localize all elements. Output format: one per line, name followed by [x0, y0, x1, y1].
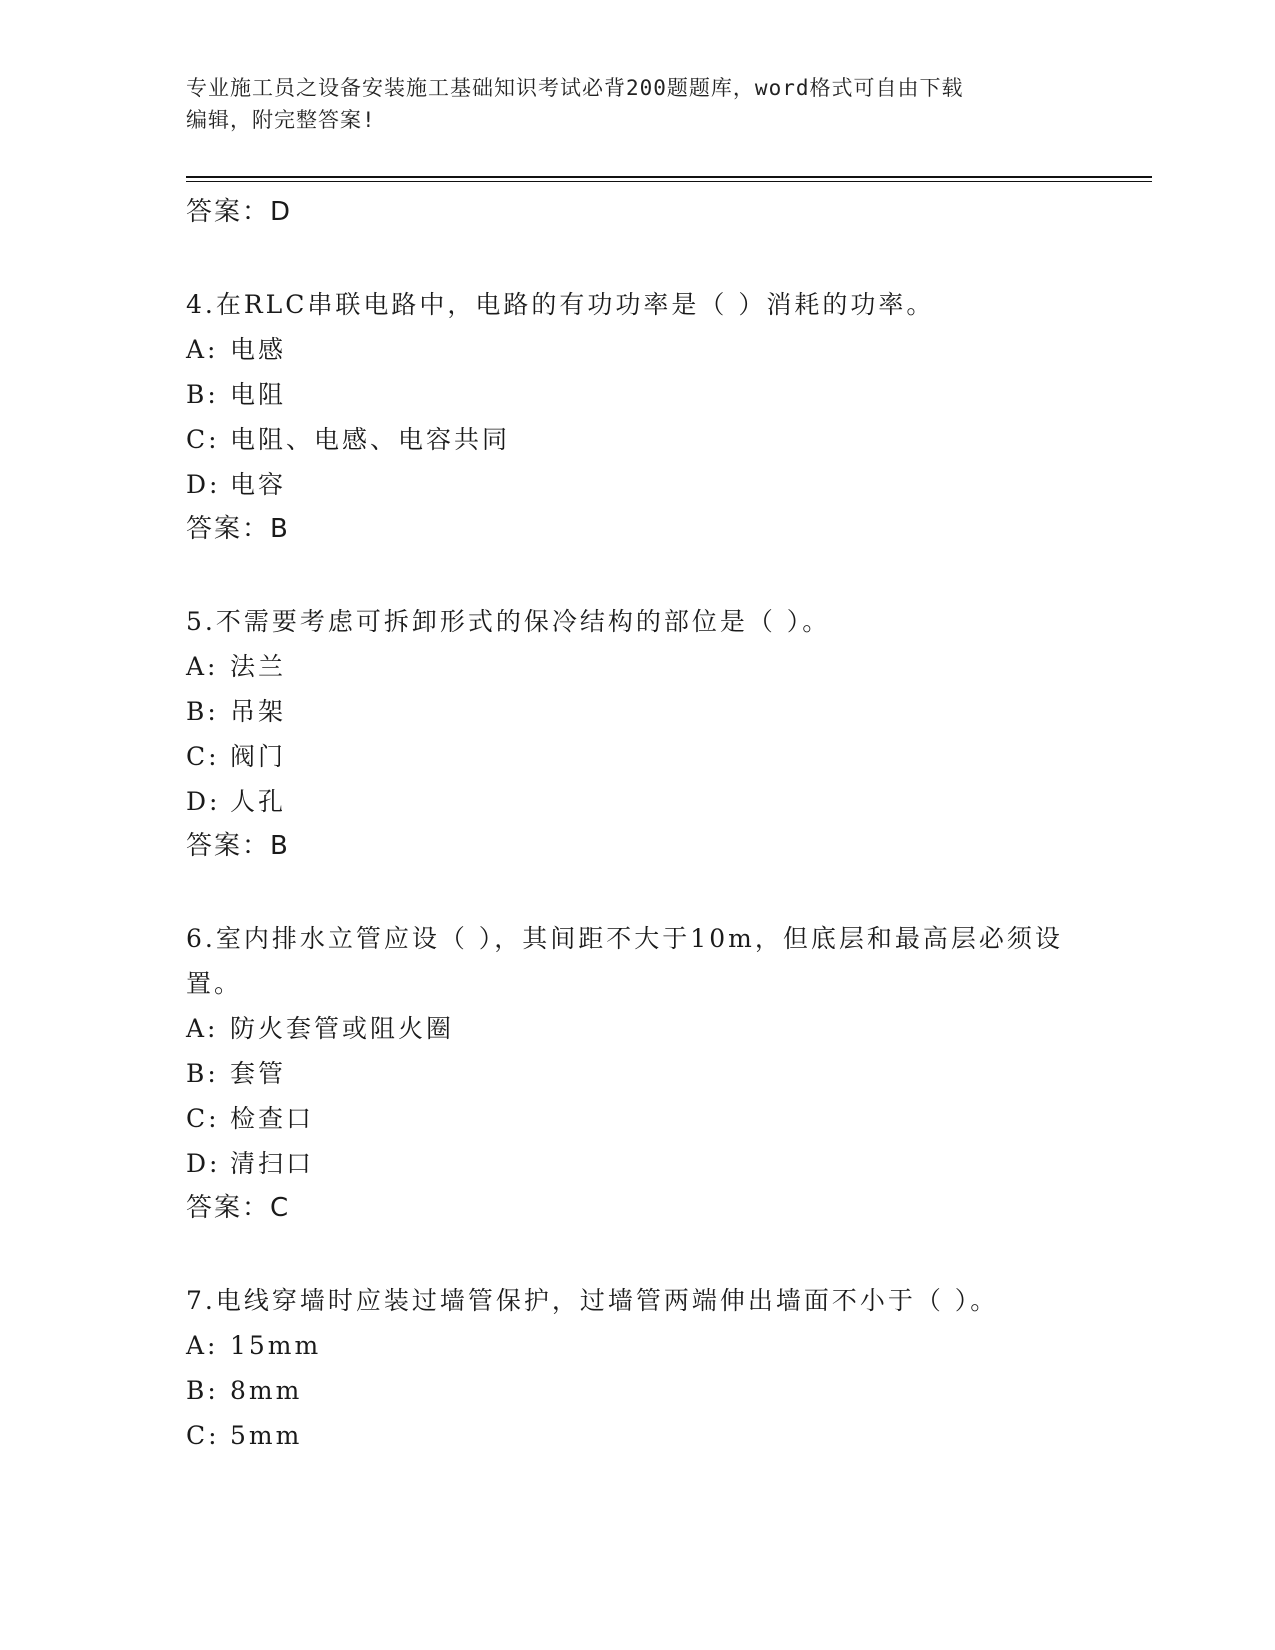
- option-key: B:: [186, 1376, 219, 1405]
- option-text: 电阻: [230, 380, 287, 409]
- option-key: A:: [186, 1331, 219, 1360]
- option-key: B:: [186, 380, 219, 409]
- option-key: C:: [186, 742, 220, 771]
- option-a: [186, 1006, 1152, 1051]
- option-a: [186, 644, 1152, 689]
- option-text: 5mm: [230, 1421, 303, 1450]
- previous-answer: 答案：D: [186, 197, 293, 227]
- answer-line: 答案：B: [186, 831, 290, 861]
- header-title-line2: 编辑，附完整答案!: [186, 108, 376, 132]
- option-text: 电阻、电感、电容共同: [230, 425, 511, 454]
- option-key: D:: [186, 1149, 221, 1178]
- option-key: D:: [186, 470, 221, 499]
- option-d: [186, 1141, 1152, 1186]
- option-b: [186, 1368, 1152, 1413]
- option-text: 人孔: [230, 787, 287, 816]
- page-header: [186, 72, 1076, 136]
- option-a: [186, 1323, 1152, 1368]
- option-d: [186, 462, 1152, 507]
- option-b: [186, 689, 1152, 734]
- option-text: 吊架: [230, 697, 287, 726]
- option-d: [186, 779, 1152, 824]
- option-key: A:: [186, 335, 219, 364]
- option-key: A:: [186, 1014, 219, 1043]
- option-b: [186, 372, 1152, 417]
- header-divider: [186, 176, 1152, 178]
- option-text: 15mm: [230, 1331, 322, 1360]
- question-block: [186, 916, 1152, 1231]
- answer-line: 答案：B: [186, 514, 290, 544]
- option-text: 电感: [230, 335, 287, 364]
- question-text: 4.在RLC串联电路中，电路的有功功率是（ ）消耗的功率。: [186, 290, 935, 319]
- option-c: [186, 734, 1152, 779]
- question-text: 7.电线穿墙时应装过墙管保护，过墙管两端伸出墙面不小于（ ）。: [186, 1286, 999, 1315]
- option-text: 检查口: [230, 1104, 315, 1133]
- question-text: 5.不需要考虑可拆卸形式的保冷结构的部位是（ ）。: [186, 607, 831, 636]
- option-text: 清扫口: [230, 1149, 315, 1178]
- option-c: [186, 417, 1152, 462]
- option-key: B:: [186, 697, 219, 726]
- option-b: [186, 1051, 1152, 1096]
- option-key: C:: [186, 1104, 220, 1133]
- option-a: [186, 327, 1152, 372]
- answer-line: 答案：C: [186, 1193, 291, 1223]
- option-c: [186, 1413, 1152, 1458]
- option-key: A:: [186, 652, 219, 681]
- question-list: [186, 190, 1152, 1458]
- option-key: D:: [186, 787, 221, 816]
- question-block: [186, 1278, 1152, 1458]
- option-text: 防火套管或阻火圈: [230, 1014, 455, 1043]
- option-text: 8mm: [230, 1376, 303, 1405]
- option-text: 套管: [230, 1059, 287, 1088]
- question-block: [186, 599, 1152, 869]
- option-key: C:: [186, 1421, 220, 1450]
- header-title-line1: 专业施工员之设备安装施工基础知识考试必背200题题库，word格式可自由下载: [186, 76, 964, 100]
- option-text: 法兰: [230, 652, 287, 681]
- header-divider-thin: [186, 181, 1152, 182]
- question-block: [186, 282, 1152, 552]
- question-text: 6.室内排水立管应设（ ），其间距不大于10m，但底层和最高层必须设置。: [186, 924, 1063, 998]
- option-c: [186, 1096, 1152, 1141]
- option-text: 阀门: [230, 742, 287, 771]
- option-key: B:: [186, 1059, 219, 1088]
- option-key: C:: [186, 425, 220, 454]
- option-text: 电容: [230, 470, 287, 499]
